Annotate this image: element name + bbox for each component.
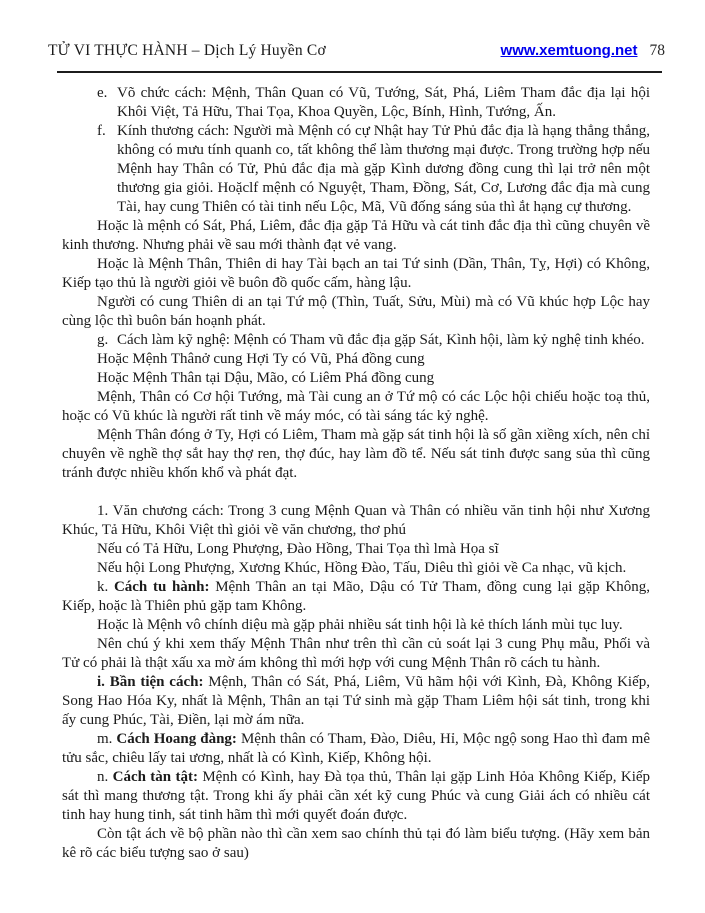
paragraph: f. Kính thương cách: Người mà Mệnh có cự Nhật hay Tử Phủ đắc địa là hạng thẳng thắng, không có mưu tính quanh co, tất không thể làm thương mại được. Trong trường hợp nếu Mệnh hay Thân có Tử, Phủ đắc địa mà gặp Kình dương đồng cung thì lại trở nên một thương gia giỏi. Hoặclf mệnh có Nguyệt, Tham, Đồng, Sát, Cơ, Lương đắc địa mà cung Tài, hay cung Thiên có tài tinh nếu Lộc, Mã, Vũ đống sáng sủa thì ắt hạng cự thương. xyxy=(97,123,650,215)
paragraph: 1. Văn chương cách: Trong 3 cung Mệnh Quan và Thân có nhiều văn tinh hội như Xương Khúc, Tả Hữu, Khôi Việt thì giỏi về văn chương, thơ phú xyxy=(62,503,650,538)
paragraph: Còn tật ách về bộ phần nào thì cần xem sao chính thủ tại đó làm biểu tượng. (Hãy xem bản kê rõ các biểu tượng sao ở sau) xyxy=(62,826,650,861)
paragraph-bold-lead: i. Bần tiện cách: xyxy=(97,674,204,690)
list-marker: m. xyxy=(97,731,113,747)
paragraph: i. Bần tiện cách: Mệnh, Thân có Sát, Phá, Liêm, Vũ hãm hội với Kình, Đà, Không Kiếp, Song Hao Hóa Ky, nhất là Mệnh, Thân an tại Tứ sinh mà gặp Tham Liêm hội sát tinh, trong khi ấy cung Phúc, Tài, Điền, lại mờ ám nữa. xyxy=(62,674,650,728)
paragraph: Hoặc Mệnh Thânở cung Hợi Ty có Vũ, Phá đồng cung xyxy=(97,351,425,367)
paragraph: Nếu có Tả Hữu, Long Phượng, Đào Hồng, Thai Tọa thì lmà Họa sĩ xyxy=(97,541,499,557)
paragraph: e. Võ chức cách: Mệnh, Thân Quan có Vũ, Tướng, Sát, Phá, Liêm Tham đắc địa lại hội Khôi Việt, Tả Hữu, Thai Tọa, Khoa Quyền, Lộc, Bính, Hình, Tướng, Ấn. xyxy=(97,85,650,120)
paragraph: Nên chú ý khi xem thấy Mệnh Thân như trên thì cần củ soát lại 3 cung Phụ mẫu, Phối và Tử có phải là thật xấu xa mờ ám không thì mới hợp với cung Mệnh Thân rõ cách tu hành. xyxy=(62,636,650,671)
list-marker: e. xyxy=(97,85,108,101)
website-link[interactable]: www.xemtuong.net xyxy=(500,42,638,59)
paragraph: n. Cách tàn tật: Mệnh có Kình, hay Đà tọa thủ, Thân lại gặp Linh Hỏa Không Kiếp, Kiếp sát thì mang thương tật. Trong khi ấy phải cần xét kỹ cung Phúc và cung Giải ách có nhiều cát tinh hay hung tinh, sát tinh hãm thì mới quyết đoán được. xyxy=(62,769,651,823)
page-number: 78 xyxy=(649,42,665,59)
paragraph-bold-lead: Cách tàn tật: xyxy=(112,769,198,785)
paragraph-bold-lead: Cách Hoang đàng: xyxy=(116,731,237,747)
page-header xyxy=(48,42,665,60)
document-title: TỬ VI THỰC HÀNH – Dịch Lý Huyền Cơ xyxy=(48,42,326,59)
paragraph: Hoặc Mệnh Thân tại Dậu, Mão, có Liêm Phá đồng cung xyxy=(97,370,435,386)
paragraph: Hoặc là Mệnh vô chính diệu mà gặp phải nhiều sát tinh hội là kẻ thích lánh mùi tục luy. xyxy=(97,617,623,633)
paragraph: Hoặc là Mệnh Thân, Thiên di hay Tài bạch an tai Tứ sinh (Dần, Thân, Tỵ, Hợi) có Không, Kiếp tạo thủ là người giỏi về buôn đồ quốc cấm, hàng lậu. xyxy=(62,256,650,291)
list-marker: f. xyxy=(97,123,106,139)
paragraph: Mệnh, Thân có Cơ hội Tướng, mà Tài cung an ở Tứ mộ có các Lộc hội chiếu hoặc toạ thủ, hoặc có Vũ khúc là người rất tinh về máy móc, có tài sáng tác kỷ nghệ. xyxy=(62,389,650,424)
paragraph: Người có cung Thiên di an tại Tứ mộ (Thìn, Tuất, Sửu, Mùi) mà có Vũ khúc hợp Lộc hay cùng lộc thì buôn bán hoạnh phát. xyxy=(62,294,650,329)
list-marker: n. xyxy=(97,769,109,785)
list-marker: g. xyxy=(97,332,109,348)
paragraph: Mệnh Thân đóng ở Ty, Hợi có Liêm, Tham mà gặp sát tinh hội là số gần xiềng xích, nên chỉ chuyên về nghề thợ sắt hay thợ ren, thợ đúc, hay làm đồ tể. Nếu sát tinh được sang sủa thì cũng tránh được nhiều khốn khổ và phát đạt. xyxy=(62,427,650,481)
paragraph: Nếu hội Long Phượng, Xương Khúc, Hồng Đào, Tấu, Diêu thì giỏi về Ca nhạc, vũ kịch. xyxy=(97,560,627,576)
header-right xyxy=(501,42,665,60)
paragraph: g. Cách làm kỹ nghệ: Mệnh có Tham vũ đắc địa gặp Sát, Kình hội, làm kỷ nghệ tinh khéo. xyxy=(97,332,645,348)
paragraph: m. Cách Hoang đàng: Mệnh thân có Tham, Đào, Diêu, Hỉ, Mộc ngộ song Hao thì đam mê tửu sắc, chiêu lấy tai ương, nhất là có Kình, Kiếp, Không hội. xyxy=(62,731,651,766)
paragraph: Hoặc là mệnh có Sát, Phá, Liêm, đắc địa gặp Tả Hữu và cát tinh đắc địa thì cũng chuyên về kinh thương. Nhưng phải về sau mới thành đạt vẻ vang. xyxy=(62,218,650,253)
document-body xyxy=(62,84,650,863)
paragraph: k. Cách tu hành: Mệnh Thân an tại Mão, Dậu có Tử Tham, đồng cung lại gặp Không, Kiếp, hoặc là Thiên phủ gặp tam Không. xyxy=(62,579,651,614)
paragraph-bold-lead: Cách tu hành: xyxy=(113,579,210,595)
header-divider xyxy=(57,71,662,73)
list-marker: k. xyxy=(97,579,109,595)
